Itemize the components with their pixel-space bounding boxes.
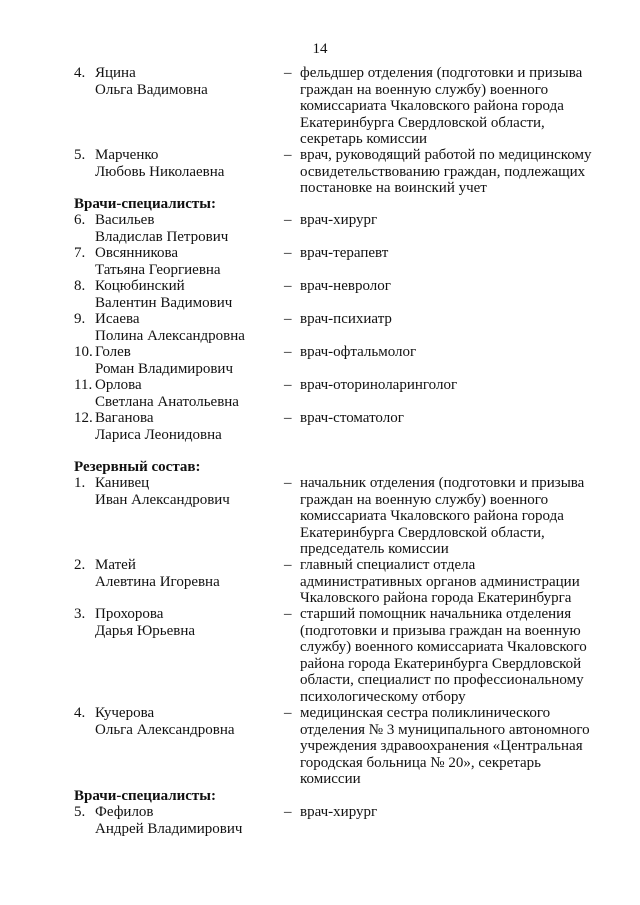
given-names: Ольга Александровна: [95, 721, 235, 738]
position-line: врач-стоматолог: [300, 410, 404, 426]
dash: –: [284, 377, 292, 393]
position-line: постановке на воинский учет: [300, 180, 487, 196]
person-name: [95, 557, 275, 590]
position-line: начальник отделения (подготовки и призыва: [300, 475, 585, 491]
position-line: учреждения здравоохранения «Центральная: [300, 738, 583, 754]
surname: Ваганова: [95, 410, 154, 426]
position: [300, 377, 605, 394]
given-names: Алевтина Игоревна: [95, 573, 220, 590]
dash: –: [284, 344, 292, 360]
given-names: Любовь Николаевна: [95, 163, 225, 180]
position: [300, 65, 605, 148]
dash: –: [284, 65, 292, 81]
position-line: врач-психиатр: [300, 311, 392, 327]
position-line: (подготовки и призыва граждан на военную: [300, 622, 581, 639]
person-name: [95, 65, 275, 98]
position: [300, 278, 605, 295]
position-line: врач-оториноларинголог: [300, 377, 458, 393]
surname: Голев: [95, 344, 131, 360]
position-line: комиссариата Чкаловского района города: [300, 98, 564, 114]
given-names: Татьяна Георгиевна: [95, 261, 221, 278]
item-number: 10.: [74, 344, 93, 360]
surname: Яцина: [95, 65, 136, 81]
position: [300, 705, 605, 788]
dash: –: [284, 557, 292, 573]
item-number: 3.: [74, 606, 86, 622]
surname: Орлова: [95, 377, 142, 393]
person-name: [95, 278, 275, 311]
position-line: граждан на военную службу) военного: [300, 491, 549, 508]
position-line: главный специалист отдела: [300, 557, 476, 573]
section-heading: Врачи-специалисты:: [74, 788, 217, 804]
section-heading: Резервный состав:: [74, 459, 201, 475]
given-names: Владислав Петрович: [95, 228, 229, 245]
position-line: врач-хирург: [300, 804, 378, 820]
position: [300, 311, 605, 328]
person-name: [95, 475, 275, 508]
position-line: комиссариата Чкаловского района города: [300, 508, 564, 524]
dash: –: [284, 705, 292, 721]
given-names: Иван Александрович: [95, 491, 230, 508]
section-heading: Врачи-специалисты:: [74, 196, 217, 212]
surname: Васильев: [95, 212, 155, 228]
position-line: района города Екатеринбурга Свердловской: [300, 655, 582, 672]
position: [300, 147, 605, 197]
person-name: [95, 606, 275, 639]
position: [300, 557, 605, 607]
given-names: Валентин Вадимович: [95, 294, 233, 311]
dash: –: [284, 475, 292, 491]
dash: –: [284, 278, 292, 294]
given-names: Ольга Вадимовна: [95, 81, 208, 98]
position: [300, 475, 605, 558]
given-names: Полина Александровна: [95, 327, 245, 344]
surname: Матей: [95, 557, 136, 573]
dash: –: [284, 311, 292, 327]
person-name: [95, 344, 275, 377]
person-name: [95, 705, 275, 738]
item-number: 6.: [74, 212, 86, 228]
page-number: 14: [312, 41, 328, 57]
person-name: [95, 147, 275, 180]
position-line: области, специалист по профессиональному: [300, 672, 584, 688]
person-name: [95, 377, 275, 410]
given-names: Дарья Юрьевна: [95, 622, 196, 639]
surname: Кучерова: [95, 705, 155, 721]
position-line: освидетельствованию граждан, подлежащих: [300, 163, 586, 180]
position-line: старший помощник начальника отделения: [300, 606, 572, 622]
position-line: граждан на военную службу) военного: [300, 81, 549, 98]
position: [300, 344, 605, 361]
position-line: городская больница № 20», секретарь: [300, 754, 541, 771]
position: [300, 410, 605, 427]
position-line: медицинская сестра поликлинического: [300, 705, 551, 721]
position-line: отделения № 3 муниципального автономного: [300, 721, 590, 738]
surname: Фефилов: [95, 804, 154, 820]
item-number: 12.: [74, 410, 93, 426]
position-line: секретарь комиссии: [300, 131, 428, 147]
position-line: Чкаловского района города Екатеринбурга: [300, 590, 572, 606]
given-names: Светлана Анатольевна: [95, 393, 239, 410]
item-number: 4.: [74, 65, 86, 81]
surname: Овсянникова: [95, 245, 179, 261]
item-number: 11.: [74, 377, 93, 393]
position: [300, 606, 605, 705]
dash: –: [284, 212, 292, 228]
item-number: 1.: [74, 475, 86, 491]
position: [300, 212, 605, 229]
item-number: 8.: [74, 278, 86, 294]
surname: Исаева: [95, 311, 140, 327]
position-line: врач-терапевт: [300, 245, 389, 261]
position: [300, 245, 605, 262]
person-name: [95, 311, 275, 344]
given-names: Лариса Леонидовна: [95, 426, 222, 443]
surname: Марченко: [95, 147, 159, 163]
position-line: комиссии: [300, 771, 361, 787]
position-line: врач-невролог: [300, 278, 391, 294]
person-name: [95, 212, 275, 245]
dash: –: [284, 410, 292, 426]
position-line: врач, руководящий работой по медицинскому: [300, 147, 592, 163]
dash: –: [284, 606, 292, 622]
item-number: 2.: [74, 557, 86, 573]
position-line: председатель комиссии: [300, 541, 449, 557]
given-names: Андрей Владимирович: [95, 820, 243, 837]
position-line: Екатеринбурга Свердловской области,: [300, 524, 545, 541]
position-line: административных органов администрации: [300, 573, 580, 590]
item-number: 4.: [74, 705, 86, 721]
surname: Канивец: [95, 475, 150, 491]
person-name: [95, 410, 275, 443]
position: [300, 804, 605, 821]
person-name: [95, 804, 275, 837]
person-name: [95, 245, 275, 278]
item-number: 9.: [74, 311, 86, 327]
position-line: психологическому отбору: [300, 688, 466, 705]
surname: Коцюбинский: [95, 278, 185, 294]
item-number: 5.: [74, 147, 86, 163]
dash: –: [284, 804, 292, 820]
item-number: 7.: [74, 245, 86, 261]
dash: –: [284, 147, 292, 163]
dash: –: [284, 245, 292, 261]
given-names: Роман Владимирович: [95, 360, 233, 377]
surname: Прохорова: [95, 606, 164, 622]
position-line: Екатеринбурга Свердловской области,: [300, 114, 545, 131]
item-number: 5.: [74, 804, 86, 820]
position-line: врач-хирург: [300, 212, 378, 228]
position-line: фельдшер отделения (подготовки и призыва: [300, 65, 583, 81]
position-line: службу) военного комиссариата Чкаловского: [300, 639, 587, 655]
position-line: врач-офтальмолог: [300, 344, 417, 360]
